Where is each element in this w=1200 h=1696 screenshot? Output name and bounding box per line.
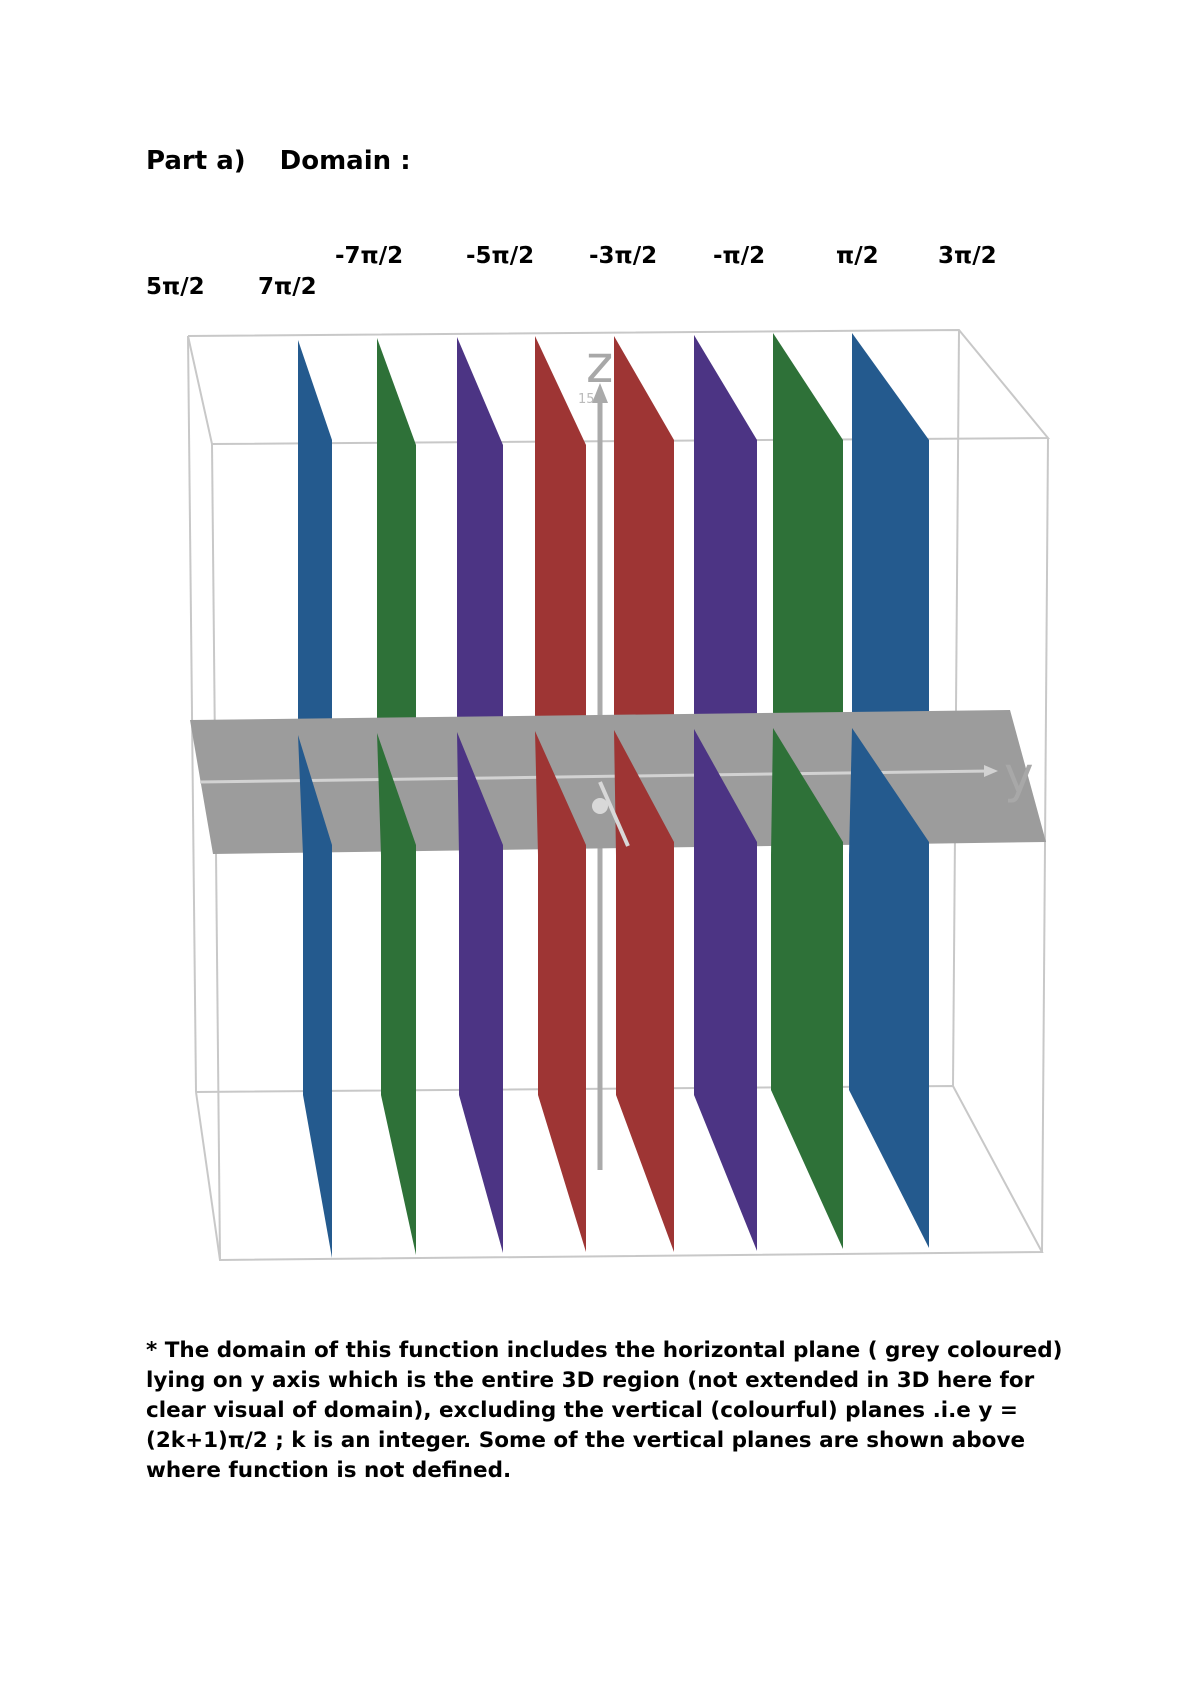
label-5pi-2: 5π/2 [146,274,205,300]
part-label: Part a) [146,146,246,176]
label-neg-pi-2: -π/2 [713,243,766,269]
label-3pi-2: 3π/2 [938,243,997,269]
z-axis-label: z [586,335,614,395]
domain-note: * The domain of this function includes the horizontal plane ( grey coloured) lying on y axis which is the entire 3D region (not extended in 3D here for clear visual of domain), excluding the vertical (colourful) planes .i.e y = (2k+1)π/2 ; k is an integer. Some of the vertical planes are shown above where function is not defined. [146,1338,1063,1483]
label-neg-7pi-2: -7π/2 [335,243,404,269]
z-tick-label: 15 [578,392,595,407]
label-neg-5pi-2: -5π/2 [466,243,535,269]
label-pi-2: π/2 [836,243,879,269]
domain-title: Domain : [279,146,411,176]
label-7pi-2: 7π/2 [258,274,317,300]
y-axis-label: y [1004,746,1034,804]
label-neg-3pi-2: -3π/2 [589,243,658,269]
